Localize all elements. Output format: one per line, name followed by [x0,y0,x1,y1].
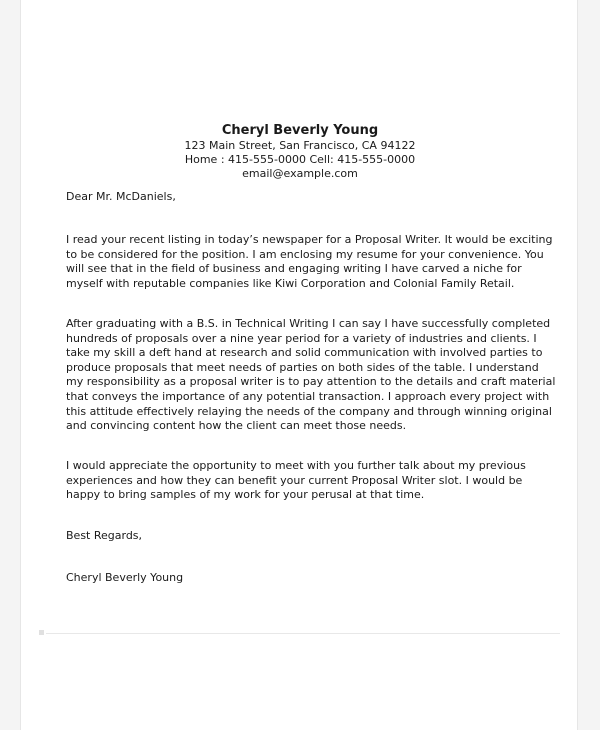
sender-name: Cheryl Beverly Young [221,123,379,138]
page-break-line [46,633,560,634]
salutation: Dear Mr. McDaniels, [66,190,176,203]
sender-email: email@example.com [242,167,358,180]
signature: Cheryl Beverly Young [66,571,184,584]
paragraph-experience: After graduating with a B.S. in Technical Writing I can say I have successfully completed hundreds of proposals over a nine year period for a variety of industries and clients. I take my skill a deft hand at research and solid communication with involved parties to produce proposals that meet needs of parties on both sides of the table. I understand my responsibility as a proposal writer is to pay attention to the details and craft material that conveys the importance of any potential transaction. I approach every project with this attitude effectively relaying the needs of the company and through winning original and convincing content how the client can meet those needs. [66,317,556,433]
sender-phones: Home : 415-555-0000 Cell: 415-555-0000 [184,153,416,166]
paragraph-intro: I read your recent listing in today’s newspaper for a Proposal Writer. It would be exciting to be considered for the position. I am enclosing my resume for your convenience. You will see that in the field of business and engaging writing I have carved a niche for myself with reputable companies like Kiwi Corporation and Colonial Family Retail. [66,233,553,290]
paragraph-request: I would appreciate the opportunity to meet with you further talk about my previous experiences and how they can benefit your current Proposal Writer slot. I would be happy to bring samples of my work for your perusal at that time. [66,459,526,502]
closing: Best Regards, [66,529,143,542]
letter-header [0,122,600,181]
sender-address: 123 Main Street, San Francisco, CA 94122 [184,139,416,152]
page-corner-marker [39,630,44,635]
